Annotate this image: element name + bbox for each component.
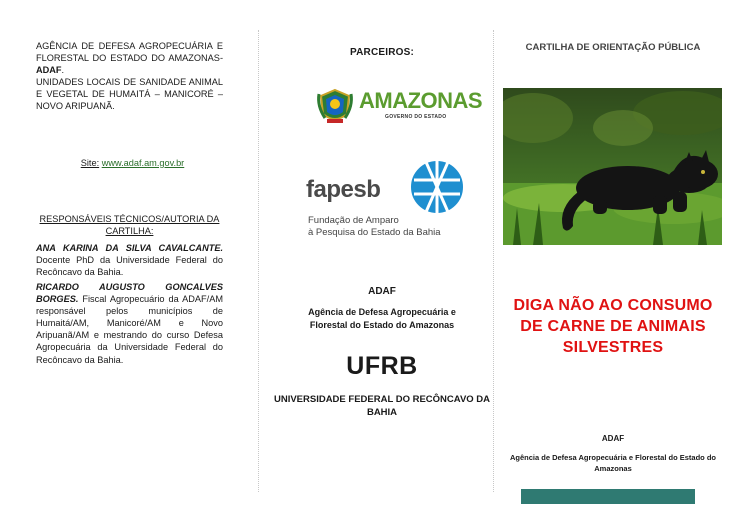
amazonas-government-logo: [315, 86, 483, 130]
partners-label: PARCEIROS:: [349, 47, 415, 58]
author-bio: [36, 281, 223, 366]
local-units: UNIDADES LOCAIS DE SANIDADE ANIMAL E VEGETAL DE HUMAITÁ – MANICORÉ – NOVO ARIPUANÃ.: [36, 77, 223, 112]
column-divider: [493, 30, 494, 492]
author-description: Fiscal Agropecuário da ADAF/AM responsável pelos municípios de Humaitá/AM, Manicoré/AM e Novo Aripuanã/AM e mestrando do curso Defesa Agropecuária da Universidade Federal do Recôncavo da Bahia.: [36, 294, 223, 365]
org-period: .: [61, 65, 65, 76]
fapesb-subtitle-line2: à Pesquisa do Estado da Bahia: [308, 227, 441, 238]
adaf-acronym: ADAF: [368, 286, 396, 297]
ufrb-acronym: UFRB: [346, 352, 418, 380]
main-headline: DIGA NÃO AO CONSUMO DE CARNE DE ANIMAIS SILVESTRES: [513, 297, 713, 356]
author-description: Docente PhD da Universidade Federal do Recôncavo da Bahia.: [36, 254, 223, 277]
amazonas-wordmark: AMAZONAS: [359, 88, 483, 113]
fapesb-wordmark: fapesb: [306, 176, 381, 203]
column-divider: [258, 30, 259, 492]
org-name: AGÊNCIA DE DEFESA AGROPECUÁRIA E FLORESTAL DO ESTADO DO AMAZONAS-: [36, 41, 223, 64]
ufrb-full-name: UNIVERSIDADE FEDERAL DO RECÔNCAVO DA BAHIA: [273, 394, 491, 418]
author-name: ANA KARINA DA SILVA CAVALCANTE.: [36, 242, 223, 253]
site-line: [36, 157, 223, 169]
author-bio: [36, 242, 223, 278]
organization-text: [36, 40, 223, 113]
org-acronym: ADAF: [36, 65, 62, 76]
site-link[interactable]: www.adaf.am.gov.br: [101, 157, 185, 168]
booklet-label: CARTILHA DE ORIENTAÇÃO PÚBLICA: [525, 42, 701, 53]
footer-color-bar: [521, 489, 695, 504]
amazonas-coat-of-arms-icon: [315, 86, 355, 126]
adaf-acronym: ADAF: [601, 434, 625, 443]
fapesb-logo: [306, 158, 466, 243]
left-panel: [36, 40, 223, 366]
author-name: RICARDO AUGUSTO GONCALVES BORGES.: [36, 281, 223, 305]
site-label: Site:: [80, 157, 100, 168]
responsible-heading: RESPONSÁVEIS TÉCNICOS/AUTORIA DA CARTILHA:: [39, 213, 220, 236]
fapesb-emblem-icon: [408, 158, 466, 216]
amazonas-subtitle: GOVERNO DO ESTADO: [385, 114, 447, 120]
fapesb-subtitle-line1: Fundação de Amparo: [308, 215, 399, 226]
black-jaguar-photo: [503, 88, 722, 245]
adaf-full-name: Agência de Defesa Agropecuária e Florestal do Estado do Amazonas: [308, 307, 456, 330]
adaf-full-name: Agência de Defesa Agropecuária e Florestal do Estado do Amazonas: [509, 453, 717, 473]
